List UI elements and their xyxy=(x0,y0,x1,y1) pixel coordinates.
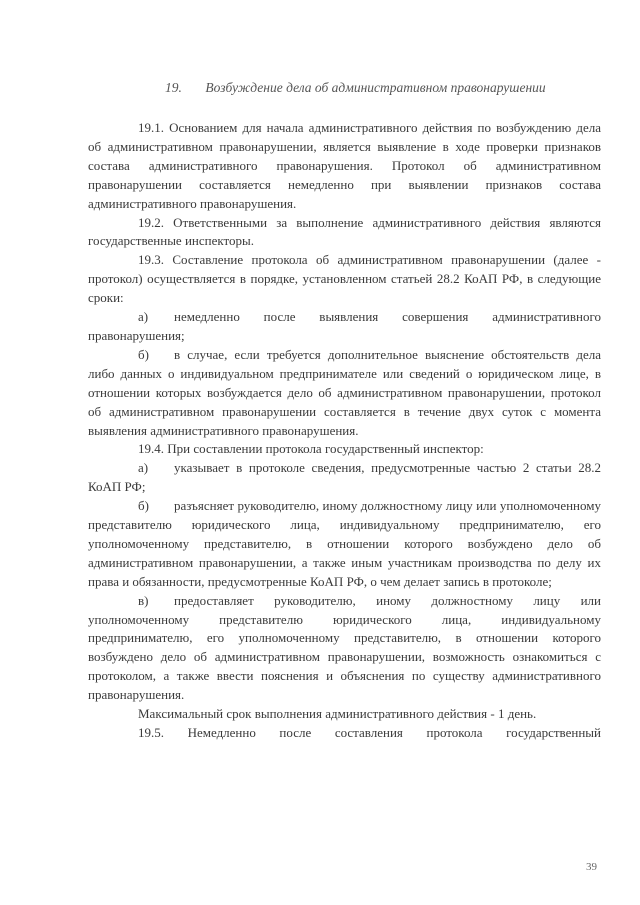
paragraph-19-3: 19.3. Составление протокола об административном правонарушении (далее - протокол) осуществляется в порядке, установленном статьей 28.2 КоАП РФ, в следующие сроки: xyxy=(88,252,601,306)
item-text: в случае, если требуется дополнительное выяснение обстоятельств дела либо данных о индивидуальном предпринимателе или сведений о юридическом лице, в отношении которых возбуждается дело об административном правонарушении, протокол об административном правонарушении составляется в течение двух суток с момента выявления административного правонарушения. xyxy=(88,346,601,438)
item-label: б) xyxy=(138,346,149,362)
paragraph-19-3-a xyxy=(88,308,601,346)
item-text: указывает в протоколе сведения, предусмотренные частью 2 статьи 28.2 КоАП РФ; xyxy=(88,460,601,495)
page-number: 39 xyxy=(586,861,597,873)
paragraph-19-4-v xyxy=(88,592,601,705)
item-label: в) xyxy=(138,592,149,608)
document-body xyxy=(88,119,601,743)
paragraph-19-4-b xyxy=(88,497,601,592)
item-text: предоставляет руководителю, иному должностному лицу или уполномоченному представителю юридического лица, индивидуальному предпринимателю, его уполномоченному представителю, в отношении которого возбуждено дело об административном правонарушении, возможность ознакомиться с протоколом, а также ввести пояснения и объяснения по существу административного правонарушения. xyxy=(88,592,601,703)
paragraph-19-4: 19.4. При составлении протокола государственный инспектор: xyxy=(138,441,484,457)
item-label: а) xyxy=(138,309,149,325)
item-label: а) xyxy=(138,460,149,476)
paragraph-19-5: 19.5. Немедленно после составления протокола государственный xyxy=(138,725,601,740)
paragraph-19-2: 19.2. Ответственными за выполнение административного действия являются государственные инспекторы. xyxy=(88,214,601,249)
paragraph-19-4-a xyxy=(88,459,601,497)
paragraph-19-3-b xyxy=(88,346,601,441)
paragraph-max-duration: Максимальный срок выполнения административного действия - 1 день. xyxy=(138,706,537,722)
section-number: 19. xyxy=(165,80,182,95)
item-text: немедленно после выявления совершения административного правонарушения; xyxy=(88,309,601,343)
section-heading xyxy=(165,80,595,96)
paragraph-19-1: 19.1. Основанием для начала административного действия по возбуждению дела об административном правонарушении, является выявление в ходе проверки признаков состава административного правонарушения. Протокол об административном правонарушении составляется немедленно при выявлении признаков состава административного правонарушения. xyxy=(88,120,601,211)
item-text: разъясняет руководителю, иному должностному лицу или уполномоченному представителю юридического лица, индивидуальному предпринимателю, его уполномоченному представителю, в отношении которого возбуждено дело об административном правонарушении, а также иным участникам производства по делу их права и обязанности, предусмотренные КоАП РФ, о чем делает запись в протоколе; xyxy=(88,498,601,589)
item-label: б) xyxy=(138,498,149,514)
section-title: Возбуждение дела об административном правонарушении xyxy=(205,80,546,95)
